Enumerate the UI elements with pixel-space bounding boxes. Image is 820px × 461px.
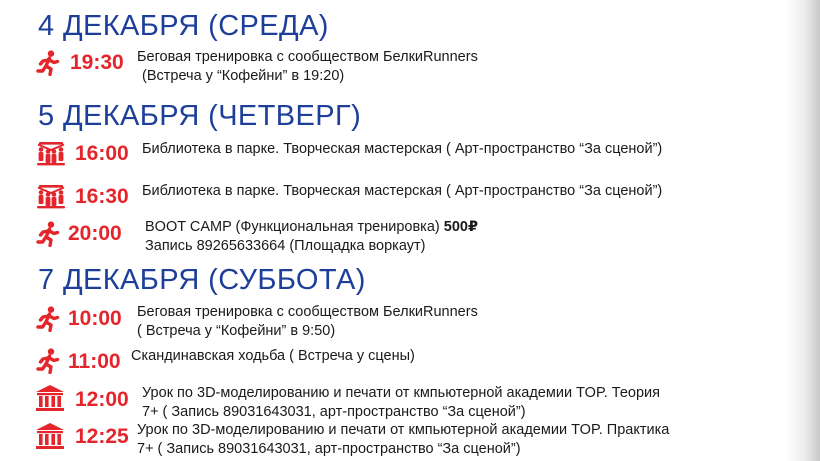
- event-price: 500₽: [443, 219, 479, 235]
- day-heading-dec-5: 5 ДЕКАБРЯ (ЧЕТВЕРГ): [38, 100, 362, 132]
- event-details: (Встреча у “Кофейни” в 19:20): [142, 68, 345, 84]
- event-description: Беговая тренировка с сообществом БелкиRunners: [137, 49, 478, 65]
- event-description: Библиотека в парке. Творческая мастерская ( Арт-пространство “За сценой”): [142, 141, 663, 157]
- event-time: 19:30: [70, 51, 124, 74]
- event-time: 20:00: [68, 222, 122, 245]
- crowd-icon: [35, 140, 67, 166]
- museum-icon: [35, 384, 65, 412]
- event-description: Урок по 3D-моделированию и печати от кмпьютерной академии TOP. Теория: [142, 385, 660, 401]
- event-description: Скандинавская ходьба ( Встреча у сцены): [131, 348, 415, 364]
- event-time: 12:00: [75, 388, 129, 411]
- event-description: Урок по 3D-моделированию и печати от кмпьютерной академии TOP. Практика: [137, 422, 670, 438]
- event-description: [145, 218, 478, 237]
- museum-icon: [35, 422, 65, 450]
- crowd-icon: [35, 183, 67, 209]
- runner-icon: [36, 50, 60, 76]
- event-details: 7+ ( Запись 89031643031, арт-пространство “За сценой”): [142, 404, 526, 420]
- runner-icon: [36, 348, 60, 374]
- event-time: 16:30: [75, 185, 129, 208]
- right-edge-shadow: [786, 0, 820, 461]
- event-time: 10:00: [68, 307, 122, 330]
- day-heading-dec-7: 7 ДЕКАБРЯ (СУББОТА): [38, 264, 366, 296]
- event-details: 7+ ( Запись 89031643031, арт-пространство “За сценой”): [137, 441, 521, 457]
- event-title: BOOT CAMP (Функциональная тренировка): [145, 219, 440, 235]
- runner-icon: [36, 306, 60, 332]
- event-time: 12:25: [75, 425, 129, 448]
- event-description: Беговая тренировка с сообществом БелкиRunners: [137, 304, 478, 320]
- event-time: 16:00: [75, 142, 129, 165]
- runner-icon: [36, 221, 60, 247]
- event-description: Библиотека в парке. Творческая мастерская ( Арт-пространство “За сценой”): [142, 183, 663, 199]
- event-details: ( Встреча у “Кофейни” в 9:50): [137, 323, 336, 339]
- event-time: 11:00: [68, 350, 121, 373]
- day-heading-dec-4: 4 ДЕКАБРЯ (СРЕДА): [38, 10, 329, 42]
- event-details: Запись 89265633664 (Площадка воркаут): [145, 238, 426, 254]
